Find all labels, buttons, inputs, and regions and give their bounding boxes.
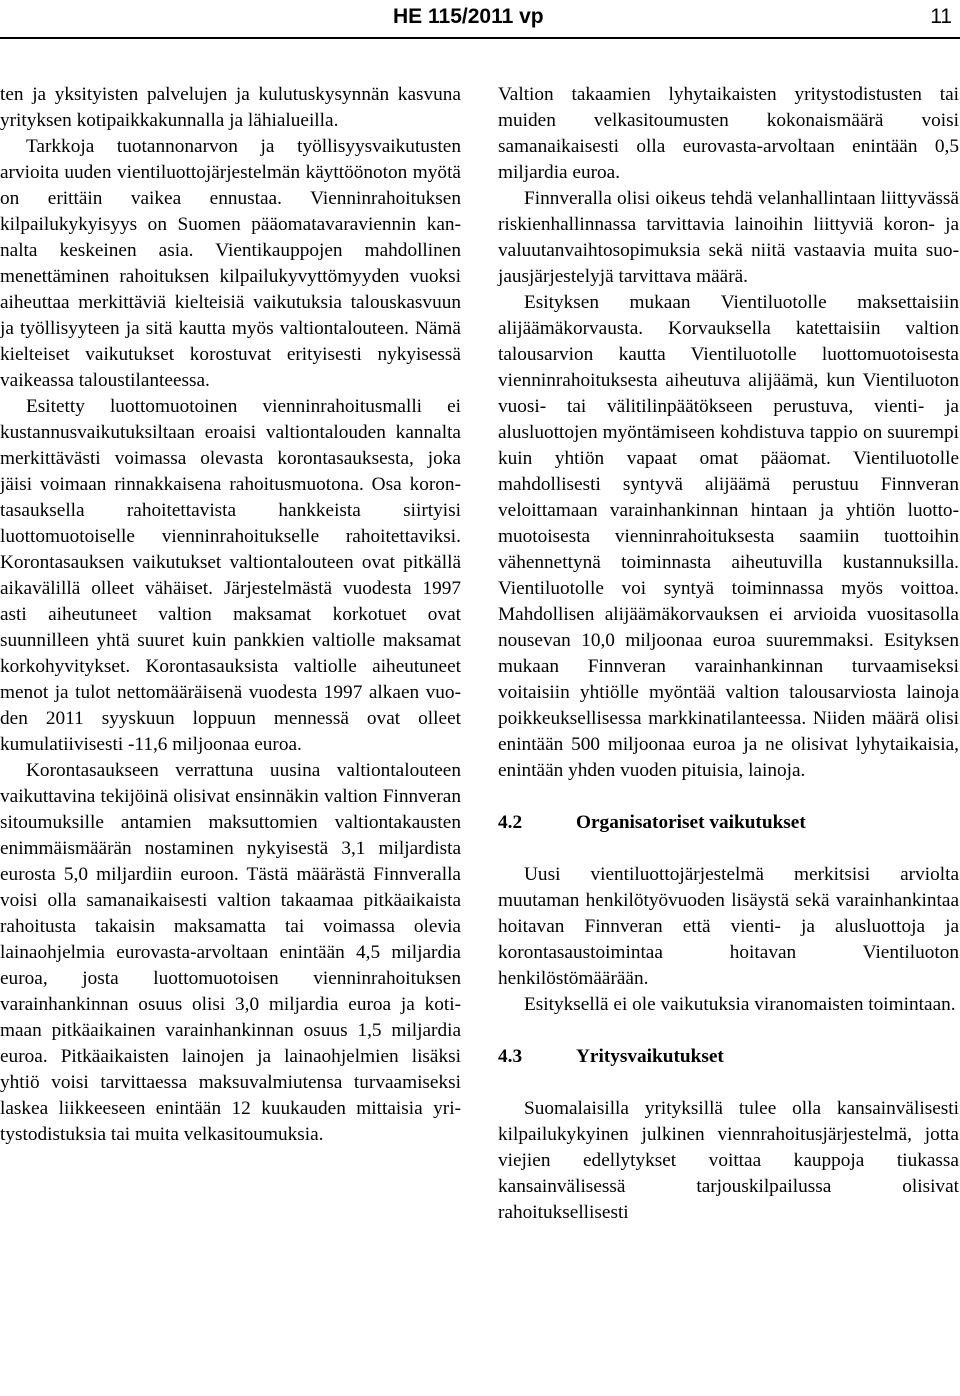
- paragraph: Tarkkoja tuotannonarvon ja työllisyysvaikutusten arvioita uuden vientiluottojärjestelmän käyttöönoton myötä on erittäin vaikea ennustaa. Vienninrahoituksen kilpailukykyisyys on Suomen pääomatavaraviennin kannalta keskeinen asia. Vientikauppojen mahdollinen menettäminen rahoituksen kilpailukyvyttömyyden vuoksi aiheuttaa merkittäviä kielteisiä vaikutuksia talouskasvuun ja työllisyyteen ja sitä kautta myös valtiontalouteen. Nämä kielteiset vaikutukset korostuvat erityisesti nykyisessä vaikeassa taloustilanteessa.: [0, 136, 461, 391]
- section-title: Yritysvaikutukset: [576, 1046, 724, 1067]
- section-title: Organisatoriset vaikutukset: [576, 812, 806, 833]
- spacer: [498, 836, 959, 862]
- spacer: [498, 784, 959, 810]
- left-column: [0, 82, 461, 1148]
- right-column: [498, 82, 959, 1226]
- paragraph-continued: Valtion takaamien lyhytaikaisten yritystodistusten tai muiden velkasitoumusten kokonaismäärä voisi samanaikaisesti olla eurovasta-arvoltaan enintään 0,5 miljardia euroa.: [498, 84, 959, 183]
- page-number: 11: [930, 5, 952, 28]
- paragraph: Suomalaisilla yrityksillä tulee olla kansainvälisesti kilpailukykyinen julkinen viennrahoitusjärjestelmä, jotta viejien edellytykset voittaa kauppoja tiukassa kansainvälisessä tarjouskilpailussa olisivat rahoituksellisesti: [498, 1098, 959, 1223]
- header-divider: [0, 37, 960, 39]
- paragraph: Korontasaukseen verrattuna uusina valtiontalouteen vaikuttavina tekijöinä olisivat ensinnäkin valtion Finnveran sitoumuksille antamien maksuttomien valtiontakausten enimmäismäärän nostaminen nykyisestä 3,1 miljardista eurosta 5,0 miljardiin euroon. Tästä määrästä Finnveralla voisi olla samanaikaisesti valtion takaamaa pitkäaikaista rahoitusta takaisin maksamatta tai voimassa olevia lainaohjelmia eurovasta-arvoltaan enintään 4,5 miljardia euroa, josta luottomuotoisen vienninrahoituksen varainhankinnan osuus olisi 3,0 miljardia euroa ja kotimaan pitkäaikainen varainhankinnan osuus 1,5 miljardia euroa. Pitkäaikaisten lainojen ja lainaohjelmien lisäksi yhtiö voisi tarvittaessa maksuvalmiutensa turvaamiseksi laskea liikkeeseen enintään 12 kuukauden mittaisia yritystodistuksia tai muita velkasitoumuksia.: [0, 760, 461, 1145]
- section-heading-4-2: [498, 810, 959, 836]
- paragraph-continued: ten ja yksityisten palvelujen ja kulutuskysynnän kasvuna yrityksen kotipaikkakunnalla ja lähialueilla.: [0, 84, 461, 131]
- section-heading-4-3: [498, 1044, 959, 1070]
- page-header: [0, 0, 960, 44]
- document-id: HE 115/2011 vp: [393, 5, 544, 28]
- paragraph: Uusi vientiluottojärjestelmä merkitsisi arviolta muutaman henkilötyövuoden lisäystä sekä varainhankintaa hoitavan Finnveran että vienti- ja alusluottoja ja korontasaustoimintaa hoitavan Vientiluoton henkilöstömäärään.: [498, 864, 959, 989]
- section-number: 4.3: [498, 1046, 523, 1067]
- paragraph: Esitetty luottomuotoinen vienninrahoitusmalli ei kustannusvaikutuksiltaan eroaisi valtiontalouden kannalta merkittävästi voimassa olevasta korontasauksesta, joka jäisi voimaan rinnakkaisena rahoitusmuotona. Osa korontasauksella rahoitettavista hankkeista siirtyisi luottomuotoiselle vienninrahoitukselle rahoitettaviksi. Korontasauksen vaikutukset valtiontalouteen ovat pitkällä aikavälillä olleet vähäiset. Järjestelmästä vuodesta 1997 asti aiheutuneet valtion maksamat korkotuet ovat suunnilleen yhtä suuret kuin pankkien valtiolle maksamat korkohyvitykset. Korontasauksista valtiolle aiheutuneet menot ja tulot nettomääräisenä vuodesta 1997 alkaen vuoden 2011 syyskuun loppuun mennessä ovat olleet kumulatiivisesti -11,6 miljoonaa euroa.: [0, 396, 461, 755]
- paragraph: Esityksellä ei ole vaikutuksia viranomaisten toimintaan.: [524, 994, 956, 1015]
- spacer: [498, 1018, 959, 1044]
- paragraph: Esityksen mukaan Vientiluotolle maksettaisiin alijäämäkorvausta. Korvauksella katettaisiin valtion talousarvion kautta Vientiluotolle luottomuotoisesta vienninrahoituksesta aiheutuva alijäämä, kun Vientiluoton vuosi- tai välitilinpäätökseen perustuva, vienti- ja alusluottojen myöntämiseen kohdistuva tappio on suurempi kuin yhtiön vapaat omat pääomat. Vientiluotolle mahdollisesti syntyvä alijäämä perustuu Finnveran veloittamaan varainhankinnan hintaan ja yhtiön luottomuotoisesta vienninrahoituksesta saamiin tuottoihin vähennettynä toiminnasta aiheutuvilla kustannuksilla. Vientiluotolle voi syntyä toiminnassa myös voittoa. Mahdollisen alijäämäkorvauksen ei arvioida vuositasolla nousevan 10,0 miljoonaa euroa suuremmaksi. Esityksen mukaan Finnveran varainhankinnan turvaamiseksi voitaisiin yhtiölle myöntää valtion talousarviosta lainoja poikkeuksellisessa markkinatilanteessa. Niiden määrä olisi enintään 500 miljoonaa euroa ja ne olisivat lyhytaikaisia, enintään yhden vuoden pituisia, lainoja.: [498, 292, 959, 781]
- section-number: 4.2: [498, 812, 523, 833]
- spacer: [498, 1070, 959, 1096]
- paragraph: Finnveralla olisi oikeus tehdä velanhallintaan liittyvässä riskienhallinnassa tarvittavia lainoihin liittyviä koron- ja valuutanvaihtosopimuksia sekä niitä vastaavia muita suojausjärjestelyjä tarvittava määrä.: [498, 188, 959, 287]
